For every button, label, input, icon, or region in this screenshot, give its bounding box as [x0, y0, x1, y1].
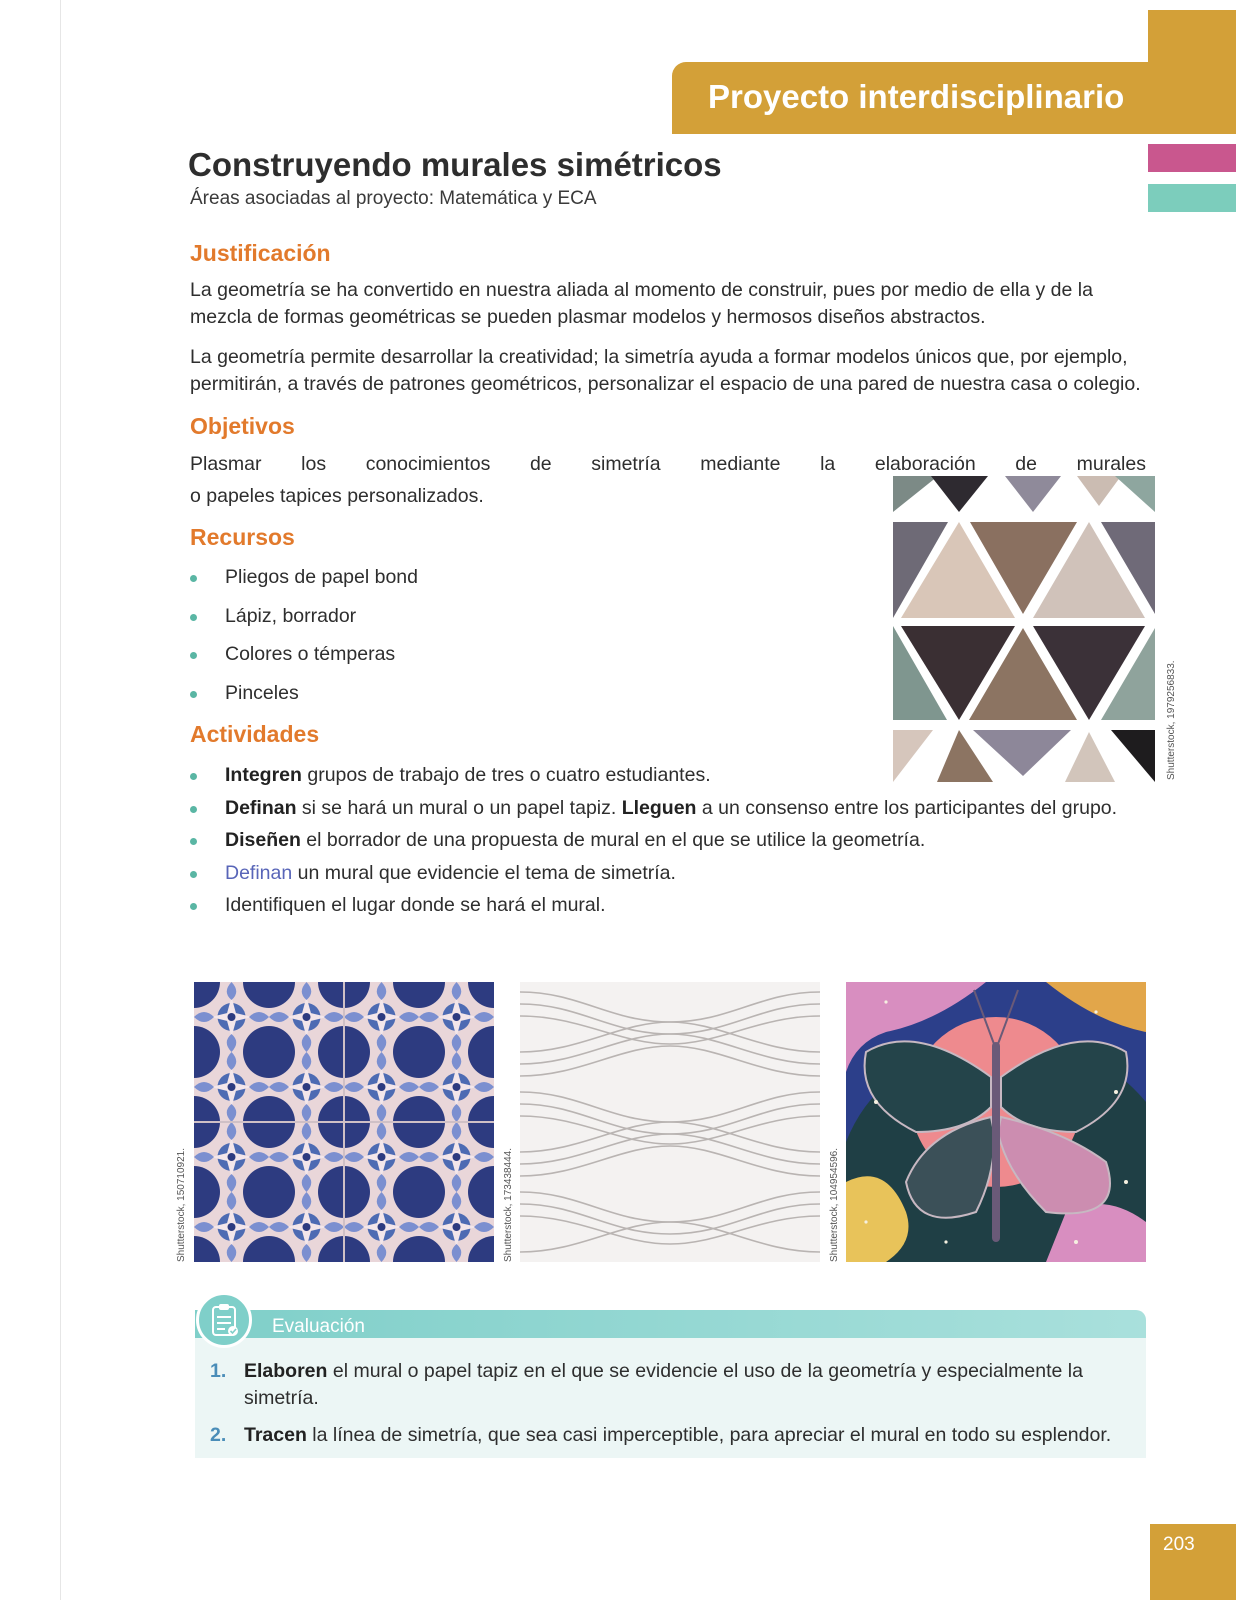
objetivo-word: Plasmar — [190, 453, 262, 475]
list-item: Definan si se hará un mural o un papel tapiz. Lleguen a un consenso entre los participantes del grupo. — [190, 797, 1117, 830]
actividades-heading: Actividades — [190, 721, 320, 747]
evaluacion-list — [210, 1358, 1130, 1449]
recursos-list — [190, 566, 418, 720]
objetivos-heading: Objetivos — [190, 413, 295, 439]
objetivo-word: conocimientos — [365, 453, 491, 475]
bullet-icon — [190, 691, 197, 698]
triangles-image-credit: Shutterstock, 1979256833. — [1166, 660, 1177, 780]
justificacion-paragraph-2: La geometría permite desarrollar la creatividad; la simetría ayuda a formar modelos únicos que, por ejemplo, permitirán, a través de patrones geométricos, personalizar el espacio de una pared de nuestra casa o colegio. — [190, 346, 1141, 395]
clipboard-check-icon — [196, 1292, 252, 1348]
pink-accent-bar — [1148, 144, 1236, 172]
header-gold-bar — [1148, 10, 1236, 134]
bullet-icon — [190, 806, 197, 813]
objetivos-line-2: o papeles tapices personalizados. — [190, 485, 484, 507]
waves-photo-credit: Shutterstock, 173438444. — [503, 1148, 514, 1262]
list-item: Integren grupos de trabajo de tres o cuatro estudiantes. — [190, 764, 1117, 797]
recursos-heading: Recursos — [190, 524, 295, 550]
clipboard-glyph — [199, 1295, 249, 1345]
page-title: Construyendo murales simétricos — [188, 146, 722, 183]
justificacion-paragraph-1: La geometría se ha convertido en nuestra aliada al momento de construir, pues por medio de ella y de la mezcla de formas geométricas se pueden plasmar modelos y hermosos diseños abstractos. — [190, 279, 1093, 328]
bullet-icon — [190, 871, 197, 878]
list-item: Diseñen el borrador de una propuesta de mural en el que se utilice la geometría. — [190, 829, 1117, 862]
list-item: Colores o témperas — [190, 643, 418, 682]
list-item: Definan un mural que evidencie el tema de simetría. — [190, 862, 1117, 895]
justificacion-heading: Justificación — [190, 240, 331, 266]
bullet-icon — [190, 614, 197, 621]
bullet-icon — [190, 773, 197, 780]
list-item: Pinceles — [190, 682, 418, 721]
objetivo-word: de — [1015, 453, 1037, 475]
page-subtitle: Áreas asociadas al proyecto: Matemática y ECA — [190, 188, 597, 209]
objetivos-line-1 — [190, 453, 1146, 476]
tiles-photo-credit: Shutterstock, 150710921. — [176, 1148, 187, 1262]
list-item: Pliegos de papel bond — [190, 566, 418, 605]
wave-pattern — [520, 982, 820, 1262]
page-margin-line — [60, 0, 61, 1600]
butterfly-illustration — [846, 982, 1146, 1262]
list-item: Lápiz, borrador — [190, 605, 418, 644]
triangles-mural-image — [893, 476, 1155, 782]
wave-wall-photo — [520, 982, 820, 1262]
objetivo-word: murales — [1076, 453, 1146, 475]
bullet-icon — [190, 575, 197, 582]
page-number: 203 — [1163, 1534, 1195, 1555]
project-label: Proyecto interdisciplinario — [708, 78, 1125, 115]
azulejo-tiles-photo — [194, 982, 494, 1262]
objetivo-word: los — [301, 453, 327, 475]
objetivo-word: simetría — [591, 453, 661, 475]
list-item: Identifiquen el lugar donde se hará el mural. — [190, 894, 1117, 927]
objetivo-word: elaboración — [874, 453, 976, 475]
bullet-icon — [190, 652, 197, 659]
objetivo-word: mediante — [700, 453, 781, 475]
definan-link: Definan — [225, 861, 293, 884]
actividades-list — [190, 764, 1117, 927]
objetivo-word: la — [820, 453, 836, 475]
teal-accent-bar — [1148, 184, 1236, 212]
list-item: 1. Elaboren el mural o papel tapiz en el que se evidencie el uso de la geometría y especialmente la simetría. — [210, 1360, 1083, 1409]
butterfly-mural-photo — [846, 982, 1146, 1262]
tiles-pattern — [194, 982, 494, 1262]
bullet-icon — [190, 903, 197, 910]
list-item: 2. Tracen la línea de simetría, que sea casi imperceptible, para apreciar el mural en todo su esplendor. — [210, 1424, 1112, 1446]
evaluacion-heading: Evaluación — [272, 1316, 365, 1337]
objetivo-word: de — [529, 453, 552, 475]
bullet-icon — [190, 838, 197, 845]
butterfly-photo-credit: Shutterstock, 104954596. — [829, 1148, 840, 1262]
